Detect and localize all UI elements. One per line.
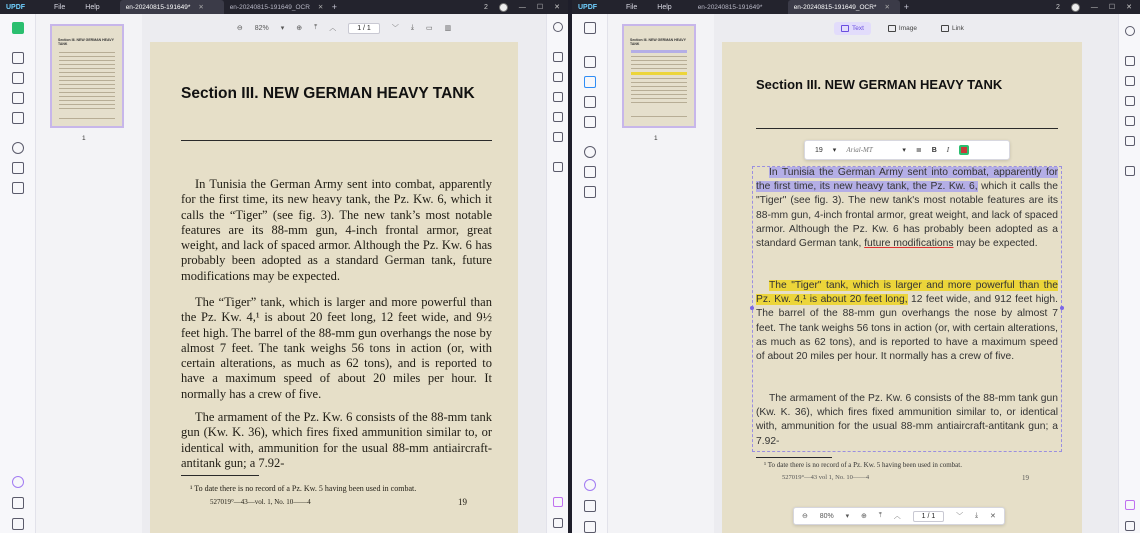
thumb-line: [59, 72, 115, 73]
mode-label: Text: [852, 24, 864, 32]
ai-icon[interactable]: [1125, 500, 1135, 510]
title-rule: [181, 140, 492, 141]
paragraph-2: The “Tiger” tank, which is larger and more powerful than the Pz. Kw. 4,¹ is about 20 feet long, 12 feet wide, and 9½ feet high. The barrel of the 88-mm gun overhangs the nose by almost 7 feet. The tank weighs 56 tons in action (or, with certain alterations, as much as 62 tons), and is reported to have a maximum speed of about 20 miles per hour. It normally has a crew of five.: [181, 295, 492, 401]
menu-file[interactable]: File: [626, 3, 638, 11]
thumb-line: [631, 116, 687, 117]
email-icon[interactable]: [553, 132, 563, 142]
tab-ocr-document[interactable]: [224, 0, 328, 14]
search-icon[interactable]: [553, 22, 563, 32]
ocr-icon[interactable]: [12, 142, 24, 154]
bookmark-icon[interactable]: [584, 500, 596, 512]
thumb-line: [59, 104, 115, 105]
floating-zoom-bar: [793, 507, 1005, 525]
thumb-highlight: [631, 50, 687, 53]
thumbnail-panel: [36, 14, 142, 533]
ocr-paragraph-2: [756, 279, 1058, 364]
tab-ocr-document[interactable]: [788, 0, 900, 14]
thumb-line: [59, 100, 115, 101]
next-page-icon[interactable]: ﹀: [956, 513, 964, 520]
prepare-form-icon[interactable]: [584, 116, 596, 128]
text-icon: [841, 25, 849, 32]
edit-link-mode[interactable]: [934, 22, 971, 35]
page-title: Section III. NEW GERMAN HEAVY TANK: [181, 85, 475, 102]
minimize-icon[interactable]: —: [1090, 3, 1098, 11]
edit-text-mode[interactable]: [834, 22, 871, 35]
prev-page-icon[interactable]: ︿: [893, 513, 901, 520]
thumb-line: [631, 64, 687, 65]
new-tab-icon[interactable]: +: [903, 2, 909, 12]
menu-help[interactable]: Help: [657, 3, 672, 11]
thumb-line: [59, 118, 115, 119]
crop-icon[interactable]: [584, 166, 596, 178]
ocr-paragraph-3: The armament of the Pz. Kw. 6 consists of the 88-mm tank gun (Kw. K. 36), which fires fixed ammunition similar to, or identical with, ammunition for the usual 88-mm antiaircraft-antitank gun; a 7.92-: [756, 393, 1058, 447]
edit-image-mode[interactable]: [881, 22, 924, 35]
page-layout-icon[interactable]: ▥: [444, 25, 452, 32]
thumb-line: [631, 98, 687, 99]
thumb-line: [59, 64, 115, 65]
zoom-in-icon[interactable]: ⊕: [296, 25, 303, 32]
zoom-out-icon[interactable]: ⊖: [802, 513, 808, 520]
window-count[interactable]: 2: [1055, 3, 1060, 11]
thumb-line: [59, 84, 115, 85]
crop-icon[interactable]: [12, 162, 24, 174]
thumb-line: [59, 108, 115, 109]
ocr-icon[interactable]: [1125, 76, 1135, 86]
prepare-form-icon[interactable]: [12, 112, 24, 124]
save-icon[interactable]: [1125, 166, 1135, 176]
edit-mode-bar: [714, 14, 1118, 42]
thumb-line: [631, 68, 687, 69]
footer-code: 527019°—43—vol. 1, No. 10——4: [210, 498, 311, 506]
thumb-line: [631, 94, 687, 95]
close-icon[interactable]: ✕: [990, 513, 996, 520]
document-viewer: [714, 14, 1118, 533]
reader-mode-icon[interactable]: [12, 22, 24, 34]
maximize-icon[interactable]: ☐: [536, 4, 544, 11]
link-icon: [941, 25, 949, 32]
close-tab-icon[interactable]: ✕: [198, 4, 204, 11]
mode-label: Image: [898, 24, 917, 32]
thumb-line: [59, 56, 115, 57]
comment-icon[interactable]: [584, 56, 596, 68]
tab-document[interactable]: [692, 0, 788, 14]
ocr-icon[interactable]: [584, 146, 596, 158]
share-icon[interactable]: [1125, 116, 1135, 126]
thumb-page-number: 1: [82, 135, 86, 142]
thumb-line: [59, 88, 115, 89]
tab-document[interactable]: [120, 0, 224, 14]
thumb-line: [631, 60, 687, 61]
thumb-line: [631, 78, 687, 79]
title-bar: [572, 0, 1140, 14]
page-organize-icon[interactable]: [12, 92, 24, 104]
left-toolbar: [572, 14, 608, 533]
bold-button[interactable]: B: [931, 146, 937, 154]
page-thumbnail[interactable]: [50, 24, 124, 128]
menu-file[interactable]: File: [54, 3, 66, 11]
close-tab-icon[interactable]: ✕: [884, 4, 890, 11]
right-window: [572, 0, 1140, 533]
comment-list-icon[interactable]: [553, 518, 563, 528]
footnote-rule: [756, 457, 832, 458]
avatar[interactable]: [499, 3, 508, 12]
comment-icon[interactable]: [12, 52, 24, 64]
reader-mode-icon[interactable]: [584, 22, 596, 34]
page-organize-icon[interactable]: [584, 96, 596, 108]
footnote: ¹ To date there is no record of a Pz. Kw. 5 having been used in combat.: [764, 461, 962, 469]
thumb-line: [631, 86, 687, 87]
right-toolbar: [1118, 14, 1140, 533]
app-logo: UPDF: [578, 3, 598, 11]
first-page-icon[interactable]: ⤒: [314, 24, 318, 31]
maximize-icon[interactable]: ☐: [1108, 4, 1116, 11]
ai-assistant-icon[interactable]: [584, 479, 596, 491]
menu-help[interactable]: Help: [85, 3, 100, 11]
highlighted-text: In Tunisia the German Army sent into combat, apparently for the first time, its new heavy tank, the Pz. Kw. 6,: [756, 167, 1058, 193]
left-window: [0, 0, 568, 533]
prev-page-icon[interactable]: ︿: [329, 25, 337, 32]
page-thumbnail[interactable]: [622, 24, 696, 128]
resize-handle[interactable]: [1060, 306, 1064, 310]
paragraph-text: may be expected.: [953, 238, 1038, 250]
ai-icon[interactable]: [553, 497, 563, 507]
page-number-input[interactable]: 1 / 1: [913, 511, 945, 522]
zoom-level[interactable]: 80%: [819, 512, 834, 520]
protect-icon[interactable]: [1125, 96, 1135, 106]
close-window-icon[interactable]: ✕: [554, 4, 560, 11]
title-rule: [756, 128, 1058, 129]
thumb-line: [59, 80, 115, 81]
new-tab-icon[interactable]: +: [331, 2, 337, 12]
thumb-title: Section III. NEW GERMAN HEAVY TANK: [630, 38, 686, 46]
document-viewer: [142, 14, 546, 533]
zoom-level[interactable]: 82%: [254, 24, 269, 32]
chevron-down-icon[interactable]: ▾: [832, 147, 837, 154]
thumb-line: [59, 68, 115, 69]
page-title: Section III. NEW GERMAN HEAVY TANK: [756, 77, 1003, 92]
thumb-line: [631, 90, 687, 91]
layers-icon[interactable]: [584, 186, 596, 198]
font-size-select[interactable]: 19: [815, 146, 823, 154]
paragraph-text: 12 feet wide, and 912 feet high. The barrel of the 88-mm gun overhangs the nose by almost 7 feet. The tank weighs 56 tons in action (or, with certain alterations, as much as 62 tons), and is reported to have a maximum speed of about 20 miles per hour. It normally has a crew of five.: [756, 294, 1058, 363]
tab-label: en-20240815-191649*: [697, 3, 763, 11]
italic-button[interactable]: I: [946, 146, 950, 154]
thumb-page-number: 1: [654, 135, 658, 142]
minimize-icon[interactable]: —: [518, 3, 526, 11]
title-bar: [0, 0, 568, 14]
protect-icon[interactable]: [553, 92, 563, 102]
font-name-select[interactable]: Arial-MT: [846, 146, 873, 154]
email-icon[interactable]: [1125, 136, 1135, 146]
app-logo: UPDF: [6, 3, 26, 11]
last-page-icon[interactable]: ⤓: [410, 24, 414, 31]
left-toolbar: [0, 14, 36, 533]
zoom-in-icon[interactable]: ⊕: [861, 513, 867, 520]
page-number-input[interactable]: 1 / 1: [348, 23, 380, 34]
paragraph-3: The armament of the Pz. Kw. 6 consists of the 88-mm tank gun (Kw. K. 36), which fires fixed ammunition similar to, or identical with, ammunition for the usual 88-mm antiaircraft-antitank gun; a 7.92-: [181, 410, 492, 470]
convert-icon[interactable]: [553, 52, 563, 62]
thumb-line: [631, 102, 687, 103]
edit-pdf-icon[interactable]: [12, 72, 24, 84]
close-window-icon[interactable]: ✕: [1126, 4, 1132, 11]
convert-icon[interactable]: [1125, 56, 1135, 66]
highlighted-text: The "Tiger" tank, which is larger and more powerful than the Pz. Kw. 4,¹ is about 20 feet long,: [756, 280, 1058, 306]
last-page-icon[interactable]: ⤓: [975, 512, 979, 519]
align-icon[interactable]: ≣: [915, 147, 922, 154]
thumb-line: [59, 52, 115, 53]
window-count[interactable]: 2: [483, 3, 488, 11]
thumb-line: [59, 96, 115, 97]
thumb-line: [631, 82, 687, 83]
right-toolbar: [546, 14, 568, 533]
footnote-rule: [181, 475, 259, 476]
text-color-swatch[interactable]: [959, 145, 969, 155]
edit-pdf-icon[interactable]: [584, 76, 596, 88]
thumb-line: [59, 76, 115, 77]
avatar[interactable]: [1071, 3, 1080, 12]
footer-code: 527019°—43 vol 1, No. 10——4: [782, 474, 870, 481]
footnote: ¹ To date there is no record of a Pz. Kw. 5 having been used in combat.: [190, 484, 417, 493]
pdf-page: [722, 42, 1082, 533]
thumb-line: [59, 60, 115, 61]
save-icon[interactable]: [553, 162, 563, 172]
tab-label: en-20240815-191649*: [125, 3, 191, 11]
resize-handle[interactable]: [750, 306, 754, 310]
thumb-line: [59, 92, 115, 93]
comment-list-icon[interactable]: [1125, 521, 1135, 531]
thumb-title: Section III. NEW GERMAN HEAVY TANK: [58, 38, 114, 46]
layers-icon[interactable]: [12, 182, 24, 194]
attachment-icon[interactable]: [12, 518, 24, 530]
thumbnail-panel: [608, 14, 714, 533]
tab-label: en-20240815-191649_OCR*: [793, 3, 877, 11]
share-icon[interactable]: [553, 112, 563, 122]
chevron-down-icon[interactable]: ▾: [845, 513, 850, 520]
pdf-page: [150, 42, 518, 533]
paragraph-text: which it calls the "Tiger" (see fig. 3). The new tank's most notable features are its 88-mm gun, 4-inch frontal armor, great weight, and lack of spaced armor. Although the Pz. Kw. 6 has probably been adopted as a standard German tank,: [756, 181, 1058, 250]
first-page-icon[interactable]: ⤒: [878, 512, 882, 519]
thumb-line: [631, 56, 687, 57]
image-icon: [888, 25, 896, 32]
presentation-icon[interactable]: ▭: [425, 25, 433, 32]
ocr-paragraph-1: [756, 166, 1058, 251]
chevron-down-icon[interactable]: ▾: [280, 25, 285, 32]
close-tab-icon[interactable]: ✕: [317, 4, 324, 11]
next-page-icon[interactable]: ﹀: [391, 25, 399, 32]
bookmark-icon[interactable]: [12, 497, 24, 509]
paragraph-1: In Tunisia the German Army sent into combat, apparently for the first time, its new heavy tank, the Pz. Kw. 6, which it calls the “Tiger” (see fig. 3). The new tank’s most notable features are its 88-mm gun, 4-inch frontal armor, great weight, and lack of spaced armor. Although the Pz. Kw. 6 has probably been adopted as a standard German tank, future modifications may be expected.: [181, 177, 492, 283]
mode-label: Link: [952, 24, 964, 32]
text-format-bar: [804, 140, 1010, 160]
footer-page-number: 19: [1022, 474, 1029, 482]
zoom-out-icon[interactable]: ⊖: [236, 25, 243, 32]
thumb-highlight: [631, 72, 687, 75]
chevron-down-icon[interactable]: ▾: [902, 147, 906, 154]
ocr-icon[interactable]: [553, 72, 563, 82]
tab-label: en-20240815-191649_OCR: [229, 3, 310, 11]
spellcheck-underline: future modifications: [864, 238, 954, 250]
attachment-icon[interactable]: [584, 521, 596, 533]
ai-assistant-icon[interactable]: [12, 476, 24, 488]
search-icon[interactable]: [1125, 26, 1135, 36]
footer-page-number: 19: [458, 497, 467, 507]
view-toolbar: [142, 14, 546, 42]
